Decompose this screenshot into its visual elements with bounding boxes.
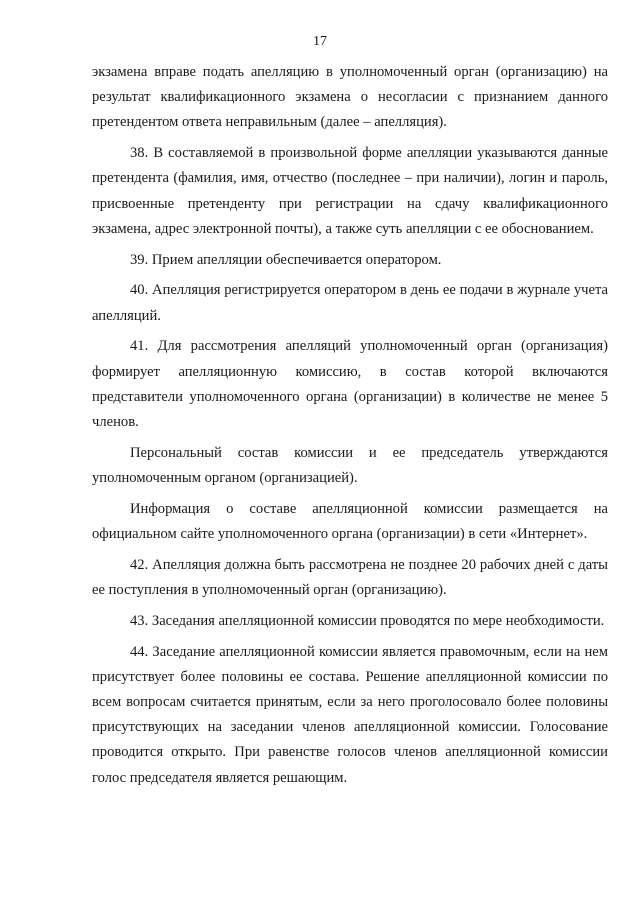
paragraph-41: 41. Для рассмотрения апелляций уполномоченный орган (организация) формирует апелляционную комиссию, в состав которой включаются представители уполномоченного органа (организации) в количестве не менее 5 членов. xyxy=(92,338,608,431)
paragraph-42: 42. Апелляция должна быть рассмотрена не позднее 20 рабочих дней с даты ее поступления в уполномоченный орган (организацию). xyxy=(92,556,608,599)
paragraph-43: 43. Заседания апелляционной комиссии проводятся по мере необходимости. xyxy=(130,612,605,629)
paragraph-39: 39. Прием апелляции обеспечивается оператором. xyxy=(130,251,442,268)
paragraph-38: 38. В составляемой в произвольной форме апелляции указываются данные претендента (фамилия, имя, отчество (последнее – при наличии), логин и пароль, присвоенные претенденту при регистрации на сдачу квалификационного экзамена, адрес электронной почты), а также суть апелляции с ее обоснованием. xyxy=(92,145,608,237)
paragraph-continuation: экзамена вправе подать апелляцию в уполномоченный орган (организацию) на результат квалификационного экзамена о несогласии с признанием данного претендентом ответа неправильным (далее – апелляция). xyxy=(92,64,608,131)
document-body xyxy=(92,60,608,796)
paragraph-40: 40. Апелляция регистрируется оператором в день ее подачи в журнале учета апелляций. xyxy=(92,282,608,324)
paragraph-41-composition: Персональный состав комиссии и ее председатель утверждаются уполномоченным органом (организацией). xyxy=(92,444,608,487)
paragraph-44: 44. Заседание апелляционной комиссии является правомочным, если на нем присутствует более половины ее состава. Решение апелляционной комиссии по всем вопросам считается принятым, если за него проголосовало более половины присутствующих на заседании членов апелляционной комиссии. Голосование проводится открыто. При равенстве голосов членов апелляционной комиссии голос председателя является решающим. xyxy=(92,643,608,786)
page-number: 17 xyxy=(313,34,327,49)
paragraph-41-information: Информация о составе апелляционной комиссии размещается на официальном сайте уполномоченного органа (организации) в сети «Интернет». xyxy=(92,500,608,543)
